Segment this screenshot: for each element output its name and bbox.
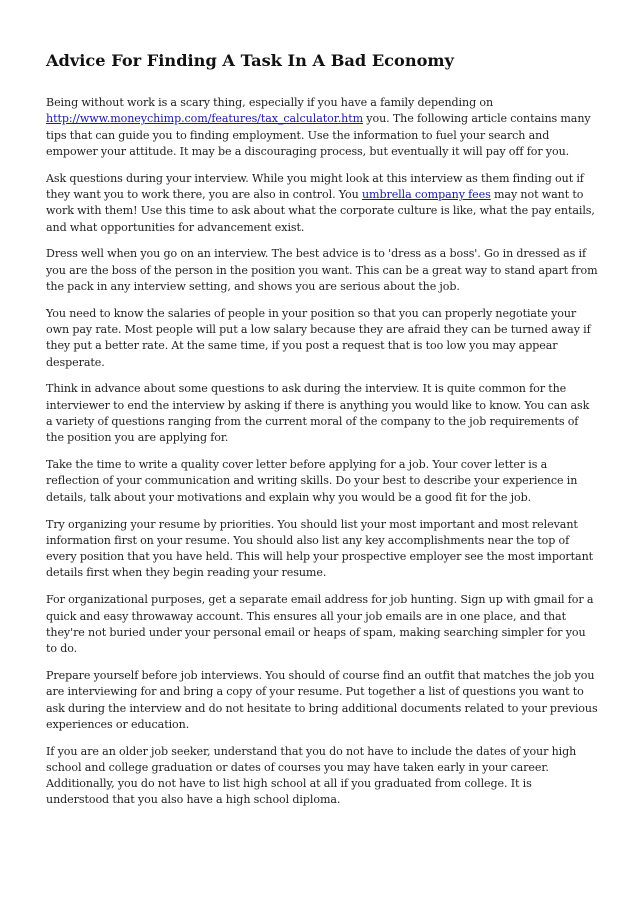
paragraph-2: [46, 171, 598, 236]
document-page: [46, 50, 598, 819]
paragraph-8: For organizational purposes, get a separate email address for job hunting. Sign up with gmail for a quick and easy throwaway account. This ensures all your job emails are in one place, and that they're not buried under your personal email or heaps of spam, making searching simpler for you to do.: [46, 593, 594, 656]
paragraph-10: If you are an older job seeker, understand that you do not have to include the dates of your high school and college graduation or dates of courses you may have taken early in your career. Additionally, you do not have to list high school at all if you graduated from college. It is understood that you also have a high school diploma.: [46, 744, 577, 807]
paragraph-2-after: may not want to work with them! Use this time to ask about what the corporate culture is like, what the pay entails, and what opportunities for advancement exist.: [46, 187, 595, 234]
paragraph-5: Think in advance about some questions to ask during the interview. It is quite common for the interviewer to end the interview by asking if there is anything you would like to know. You can ask a variety of questions ranging from the current moral of the company to the job requirements of the position you are applying for.: [46, 382, 590, 445]
paragraph-3: Dress well when you go on an interview. The best advice is to 'dress as a boss'. Go in dressed as if you are the boss of the person in the position you want. This can be a great way to stand apart from the pack in any interview setting, and shows you are serious about the job.: [46, 247, 598, 293]
paragraph-1: [46, 95, 598, 160]
paragraph-6: Take the time to write a quality cover letter before applying for a job. Your cover letter is a reflection of your communication and writing skills. Do your best to describe your experience in details, talk about your motivations and explain why you would be a good fit for the job.: [46, 458, 578, 504]
document-title: Advice For Finding A Task In A Bad Economy: [46, 51, 454, 70]
paragraph-4: You need to know the salaries of people in your position so that you can properly negotiate your own pay rate. Most people will put a low salary because they are afraid they can be turned away if they put a better rate. At the same time, if you post a request that is too low you may appear desperate.: [46, 306, 591, 369]
paragraph-1-after: you. The following article contains many tips that can guide you to finding employment. Use the information to fuel your search and empower your attitude. It may be a discouraging process, but eventually it will pay off for you.: [46, 112, 591, 158]
paragraph-1-before: Being without work is a scary thing, especially if you have a family depending on: [46, 96, 494, 109]
paragraph-9: Prepare yourself before job interviews. You should of course find an outfit that matches the job you are interviewing for and bring a copy of your resume. Put together a list of questions you want to ask during the interview and do not hesitate to bring additional documents related to your previous experiences or education.: [46, 668, 598, 731]
paragraph-7: Try organizing your resume by priorities. You should list your most important and most relevant information first on your resume. You should also list any key accomplishments near the top of every position that you have held. This will help your prospective employer see the most important details first when they begin reading your resume.: [46, 517, 594, 580]
umbrella-company-fees-link[interactable]: umbrella company fees: [361, 187, 491, 201]
paragraph-2-before: Ask questions during your interview. While you might look at this interview as them finding out if they want you to work there, you are also in control. You: [46, 171, 584, 201]
tax-calculator-link[interactable]: http://www.moneychimp.com/features/tax_calculator.htm: [46, 112, 364, 126]
